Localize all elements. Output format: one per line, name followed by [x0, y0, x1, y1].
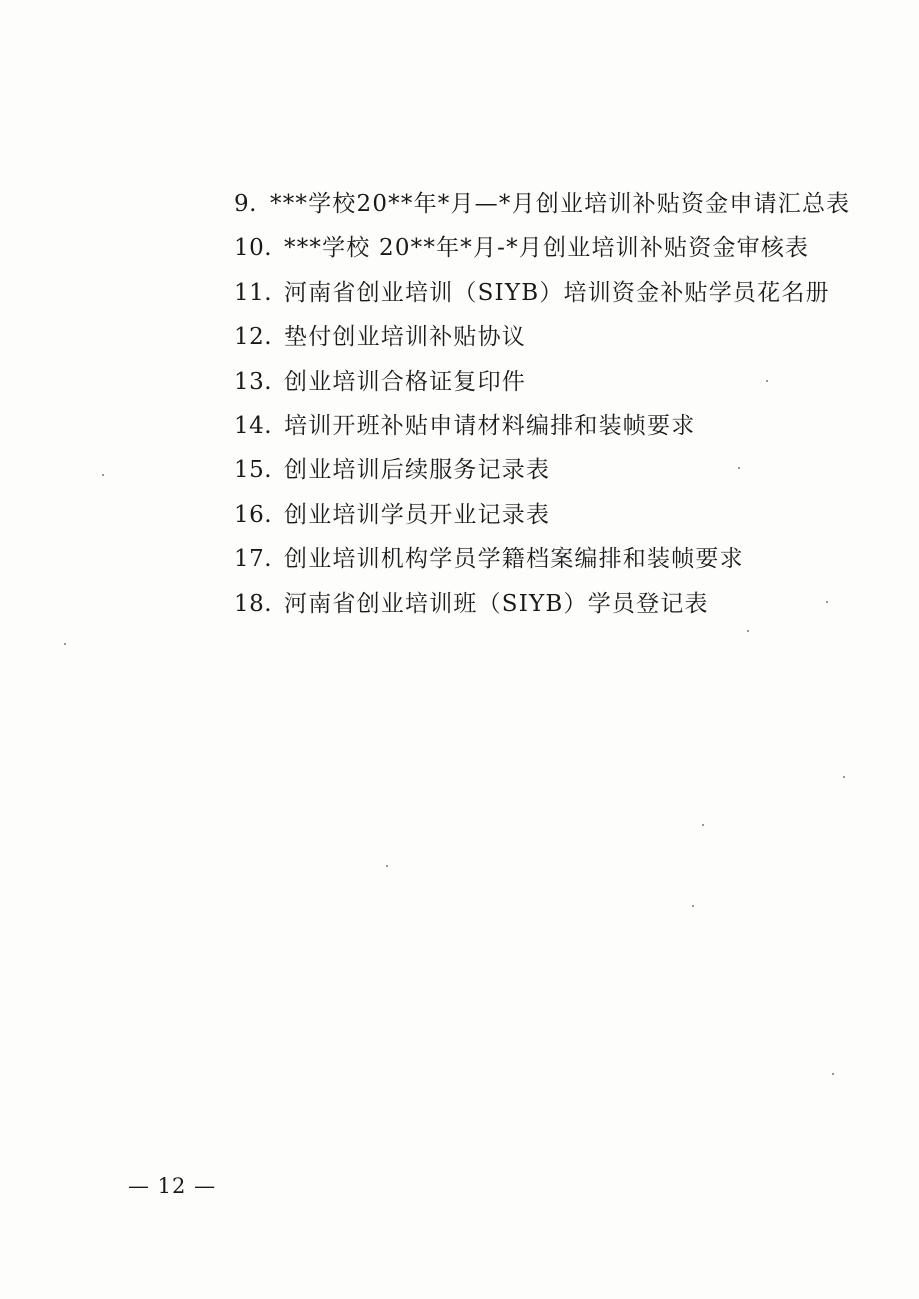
scan-speck	[102, 474, 104, 476]
item-number: 11.	[234, 279, 273, 306]
list-item	[234, 364, 894, 408]
scan-speck	[826, 601, 828, 603]
item-number: 15.	[234, 457, 273, 484]
item-number: 10.	[234, 235, 273, 262]
scan-speck	[386, 865, 388, 867]
item-text: 创业培训后续服务记录表	[284, 457, 551, 484]
item-text: 创业培训合格证复印件	[284, 368, 526, 395]
attachment-list	[234, 186, 894, 630]
list-item	[234, 319, 894, 363]
item-text: 创业培训学员开业记录表	[284, 501, 551, 528]
item-number: 17.	[234, 546, 273, 573]
scan-speck	[843, 776, 845, 778]
list-item	[234, 541, 894, 585]
item-number: 18.	[234, 590, 273, 617]
list-item	[234, 452, 894, 496]
item-number: 14.	[234, 412, 273, 439]
item-text: 河南省创业培训（SIYB）培训资金补贴学员花名册	[284, 279, 830, 306]
item-text: 垫付创业培训补贴协议	[284, 324, 526, 351]
list-item	[234, 275, 894, 319]
scan-speck	[64, 643, 66, 645]
item-text: 创业培训机构学员学籍档案编排和装帧要求	[284, 546, 744, 573]
item-number: 12.	[234, 324, 273, 351]
item-text: ***学校20**年*月—*月创业培训补贴资金申请汇总表	[270, 191, 851, 217]
scan-speck	[738, 467, 740, 469]
scan-speck	[692, 905, 694, 907]
item-number: 16.	[234, 501, 273, 528]
scan-speck	[747, 630, 749, 632]
list-item	[234, 586, 894, 630]
list-item	[234, 497, 894, 541]
list-item	[234, 230, 894, 274]
scan-speck	[702, 824, 704, 826]
scan-speck	[832, 1073, 834, 1075]
item-text: ***学校 20**年*月-*月创业培训补贴资金审核表	[284, 235, 810, 262]
list-item	[234, 408, 894, 452]
item-number: 9.	[234, 191, 257, 217]
item-text: 河南省创业培训班（SIYB）学员登记表	[284, 590, 709, 617]
item-text: 培训开班补贴申请材料编排和装帧要求	[284, 412, 696, 439]
item-number: 13.	[234, 368, 273, 395]
list-item	[234, 186, 894, 230]
scan-speck	[766, 380, 768, 382]
page-number: — 12 —	[128, 1174, 217, 1198]
